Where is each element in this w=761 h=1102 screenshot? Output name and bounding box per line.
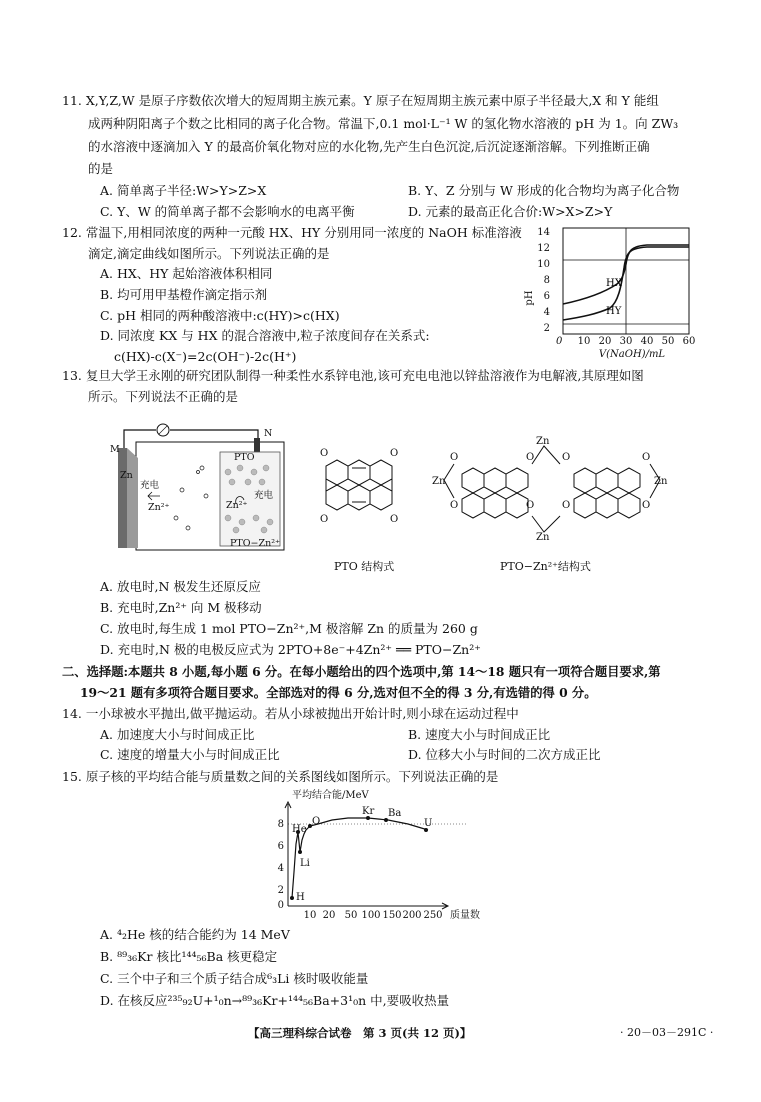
label-he: He (292, 824, 307, 835)
q11-option-b: B. Y、Z 分别与 W 形成的化合物均为离子化合物 (408, 183, 680, 198)
ytick-6: 6 (543, 291, 550, 302)
be-xlabel: 质量数 (450, 910, 480, 921)
ytick-10: 10 (537, 259, 550, 270)
ytick-4: 4 (543, 307, 550, 318)
q12-option-c: C. pH 相同的两种酸溶液中:c(HY)>c(HX) (100, 308, 340, 323)
label-n: N (264, 428, 273, 439)
battery-diagram (108, 412, 290, 554)
be-ytick-8: 8 (277, 819, 284, 830)
be-xtick-50: 50 (344, 910, 358, 921)
q12-option-d: D. 同浓度 KX 与 HX 的混合溶液中,粒子浓度间存在关系式: (100, 328, 430, 343)
label-ptozn: PTO−Zn²⁺ (230, 538, 281, 549)
hx-label: HX (606, 278, 622, 289)
o-1: O (450, 452, 459, 463)
q14-line1: 14. 一小球被水平抛出,做平抛运动。若从小球被抛出开始计时,则小球在运动过程中 (62, 706, 519, 721)
q15-option-c: C. 三个中子和三个质子结合成⁶₃Li 核时吸收能量 (100, 971, 369, 986)
be-ylabel: 平均结合能/MeV (292, 790, 369, 801)
section2-line2: 19～21 题有多项符合题目要求。全部选对的得 6 分,选对但不全的得 3 分,有选错的得 0 分。 (80, 685, 597, 700)
pto-caption: PTO 结构式 (334, 560, 395, 573)
o-4: O (642, 452, 651, 463)
xtick-60: 60 (682, 336, 696, 347)
q11-line4: 的是 (88, 161, 114, 176)
o-6: O (526, 500, 535, 511)
label-m: M (110, 444, 120, 455)
q15-line1: 15. 原子核的平均结合能与质量数之间的关系图线如图所示。下列说法正确的是 (62, 769, 499, 784)
label-ba: Ba (388, 808, 402, 819)
be-ytick-2: 2 (277, 885, 284, 896)
xtick-20: 20 (598, 336, 612, 347)
q15-option-d: D. 在核反应²³⁵₉₂U+¹₀n→⁸⁹₃₆Kr+¹⁴⁴₅₆Ba+3¹₀n 中,要吸收热量 (100, 993, 450, 1008)
footer-page-info: 【高三理科综合试卷 第 3 页(共 12 页)】 (248, 1026, 472, 1040)
be-xtick-250: 250 (423, 910, 443, 921)
q13-option-d: D. 充电时,N 极的电极反应式为 2PTO+8e⁻+4Zn²⁺ ══ PTO−Zn²⁺ (100, 642, 481, 657)
o-8: O (642, 500, 651, 511)
o-5: O (450, 500, 459, 511)
q11-option-d: D. 元素的最高正化合价:W>X>Z>Y (408, 204, 613, 219)
origin-label: 0 (556, 336, 563, 347)
pto-o-1: O (320, 448, 329, 459)
pto-o-4: O (390, 514, 399, 525)
q12-line1: 12. 常温下,用相同浓度的两种一元酸 HX、HY 分别用同一浓度的 NaOH 标准溶液 (62, 225, 522, 240)
label-pto: PTO (234, 452, 255, 463)
o-2: O (526, 452, 535, 463)
pto-zn-structure (432, 432, 672, 540)
label-zn: Zn (120, 470, 133, 481)
q13-line1: 13. 复旦大学王永刚的研究团队制得一种柔性水系锌电池,该可充电电池以锌盐溶液作为电解液,其原理如图 (62, 368, 644, 383)
q13-option-c: C. 放电时,每生成 1 mol PTO−Zn²⁺,M 极溶解 Zn 的质量为 260 g (100, 621, 478, 636)
q11-line1: 11. X,Y,Z,W 是原子序数依次增大的短周期主族元素。Y 原子在短周期主族元素中原子半径最大,X 和 Y 能组 (62, 93, 659, 108)
be-ytick-4: 4 (277, 863, 284, 874)
ytick-2: 2 (543, 323, 550, 334)
o-7: O (562, 500, 571, 511)
zn-bottom: Zn (536, 532, 550, 540)
xtick-50: 50 (661, 336, 675, 347)
q13-option-a: A. 放电时,N 极发生还原反应 (100, 579, 261, 594)
be-xtick-200: 200 (402, 910, 422, 921)
q11-line3: 的水溶液中逐滴加入 Y 的最高价氧化物对应的水化物,先产生白色沉淀,后沉淀逐渐溶解。下列推断正确 (88, 139, 650, 154)
zn-left: Zn (432, 476, 446, 487)
label-zn2-left: Zn²⁺ (148, 502, 170, 513)
m-electrode (118, 448, 127, 548)
label-kr: Kr (362, 806, 375, 817)
zn-right: Zn (654, 476, 668, 487)
o-3: O (562, 452, 571, 463)
q15-option-a: A. ⁴₂He 核的结合能约为 14 MeV (100, 927, 290, 942)
pto-structure (318, 444, 400, 526)
pto-o-2: O (390, 448, 399, 459)
q11-option-c: C. Y、W 的简单离子都不会影响水的电离平衡 (100, 204, 355, 219)
xtick-30: 30 (619, 336, 633, 347)
xtick-40: 40 (640, 336, 654, 347)
q11-line2: 成两种阴阳离子个数之比相同的离子化合物。常温下,0.1 mol·L⁻¹ W 的氢化物水溶液的 pH 为 1。向 ZW₃ (88, 116, 679, 131)
be-ytick-0: 0 (277, 900, 284, 911)
be-xtick-100: 100 (361, 910, 381, 921)
label-charge-right: 充电 (254, 490, 274, 501)
label-u: U (424, 818, 433, 829)
label-li: Li (300, 858, 310, 869)
ytick-12: 12 (537, 243, 550, 254)
section2-line1: 二、选择题:本题共 8 小题,每小题 6 分。在每小题给出的四个选项中,第 14～18 题只有一项符合题目要求,第 (62, 664, 661, 679)
be-xtick-20: 20 (322, 910, 336, 921)
q14-option-c: C. 速度的增量大小与时间成正比 (100, 747, 280, 762)
q12-line2: 滴定,滴定曲线如图所示。下列说法正确的是 (88, 246, 330, 261)
chart-xlabel: V(NaOH)/mL (598, 349, 666, 360)
xtick-10: 10 (577, 336, 591, 347)
label-charge-left: 充电 (140, 480, 160, 491)
footer-code: · 20－03－291C · (620, 1026, 714, 1039)
q14-option-a: A. 加速度大小与时间成正比 (100, 727, 255, 742)
q11-option-a: A. 简单离子半径:W>Y>Z>X (100, 183, 267, 198)
q14-option-b: B. 速度大小与时间成正比 (408, 727, 551, 742)
chart-ylabel: pH (524, 290, 535, 306)
label-zn2-right: Zn²⁺ (226, 500, 248, 511)
label-o: O (312, 816, 321, 827)
label-h: H (296, 892, 305, 903)
be-xtick-10: 10 (303, 910, 317, 921)
binding-energy-curve (292, 818, 428, 898)
zn-top: Zn (536, 436, 550, 447)
be-ytick-6: 6 (277, 841, 284, 852)
pto-o-3: O (320, 514, 329, 525)
q15-option-b: B. ⁸⁹₃₆Kr 核比¹⁴⁴₅₆Ba 核更稳定 (100, 949, 278, 964)
ytick-14: 14 (537, 227, 550, 238)
q14-option-d: D. 位移大小与时间的二次方成正比 (408, 747, 601, 762)
hy-label: HY (606, 306, 622, 317)
q12-option-d-formula: c(HX)-c(X⁻)=2c(OH⁻)-2c(H⁺) (114, 349, 297, 364)
q13-option-b: B. 充电时,Zn²⁺ 向 M 极移动 (100, 600, 262, 615)
q12-option-a: A. HX、HY 起始溶液体积相同 (100, 266, 273, 281)
q13-line2: 所示。下列说法不正确的是 (88, 389, 239, 404)
binding-energy-chart (268, 786, 508, 926)
pto-zn-caption: PTO−Zn²⁺结构式 (500, 560, 591, 573)
titration-chart (522, 218, 702, 360)
ytick-8: 8 (543, 275, 550, 286)
q12-option-b: B. 均可用甲基橙作滴定指示剂 (100, 287, 268, 302)
be-xtick-150: 150 (382, 910, 402, 921)
